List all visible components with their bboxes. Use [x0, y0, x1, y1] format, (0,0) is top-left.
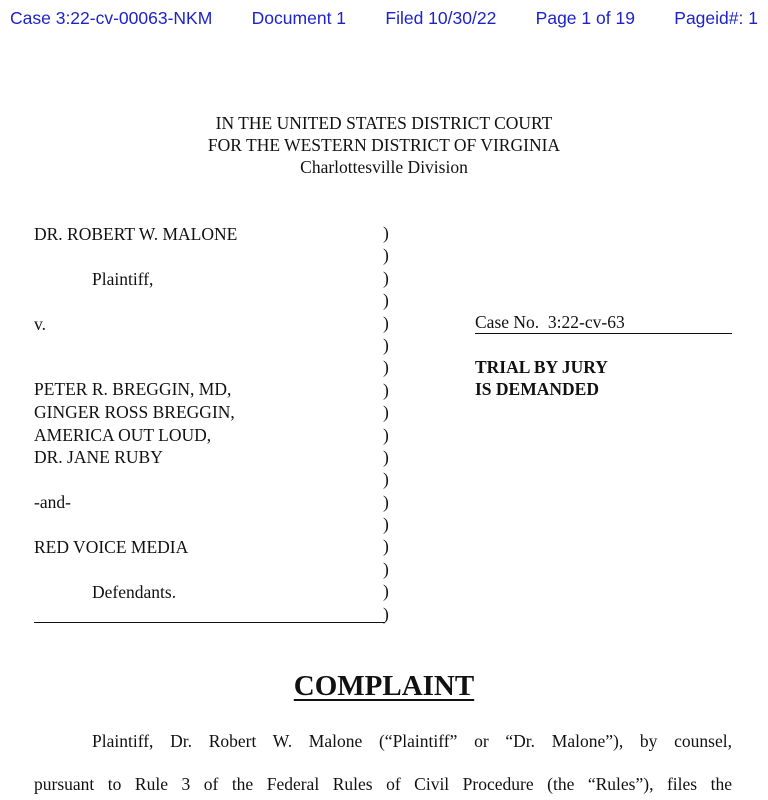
defendants-role: Defendants.	[92, 582, 177, 602]
defendant-3: AMERICA OUT LOUD,	[34, 425, 212, 445]
jury-demand	[475, 356, 608, 400]
caption-bottom-rule	[34, 622, 385, 623]
jury-demand-line2: IS DEMANDED	[475, 379, 599, 399]
document-title	[0, 670, 768, 703]
caption-parenthesis-column: ) ) ) ) ) ) ) ) ) ) ) ) ) ) ) ) ) )	[383, 223, 389, 624]
court-division: Charlottesville Division	[300, 157, 468, 177]
defendant-1: PETER R. BREGGIN, MD,	[34, 379, 232, 399]
ecf-filed-date: Filed 10/30/22	[385, 8, 497, 28]
body-paragraph-line2: pursuant to Rule 3 of the Federal Rules of Civil Procedure (the “Rules”), files the	[34, 774, 732, 794]
document-title-text: COMPLAINT	[293, 670, 475, 702]
body-paragraph-line1: Plaintiff, Dr. Robert W. Malone (“Plaintiff” or “Dr. Malone”), by counsel,	[92, 731, 732, 751]
case-number-field	[475, 312, 732, 334]
ecf-header	[10, 8, 758, 29]
ecf-case-number: Case 3:22-cv-00063-NKM	[10, 8, 213, 28]
defendant-5: RED VOICE MEDIA	[34, 537, 189, 557]
defendant-2: GINGER ROSS BREGGIN,	[34, 402, 235, 422]
case-number-value: 3:22-cv-63	[547, 312, 625, 332]
versus-label: v.	[34, 314, 46, 334]
jury-demand-line1: TRIAL BY JURY	[475, 357, 608, 377]
ecf-page-count: Page 1 of 19	[535, 8, 635, 28]
plaintiff-role: Plaintiff,	[92, 269, 154, 289]
and-separator: -and-	[34, 492, 71, 512]
defendant-4: DR. JANE RUBY	[34, 447, 163, 467]
court-name-line1: IN THE UNITED STATES DISTRICT COURT	[215, 113, 553, 133]
court-name-line2: FOR THE WESTERN DISTRICT OF VIRGINIA	[207, 135, 561, 155]
ecf-pageid: Pageid#: 1	[674, 8, 758, 28]
plaintiff-name: DR. ROBERT W. MALONE	[34, 224, 238, 244]
case-number-label: Case No.	[475, 312, 540, 332]
ecf-document-number: Document 1	[251, 8, 347, 28]
